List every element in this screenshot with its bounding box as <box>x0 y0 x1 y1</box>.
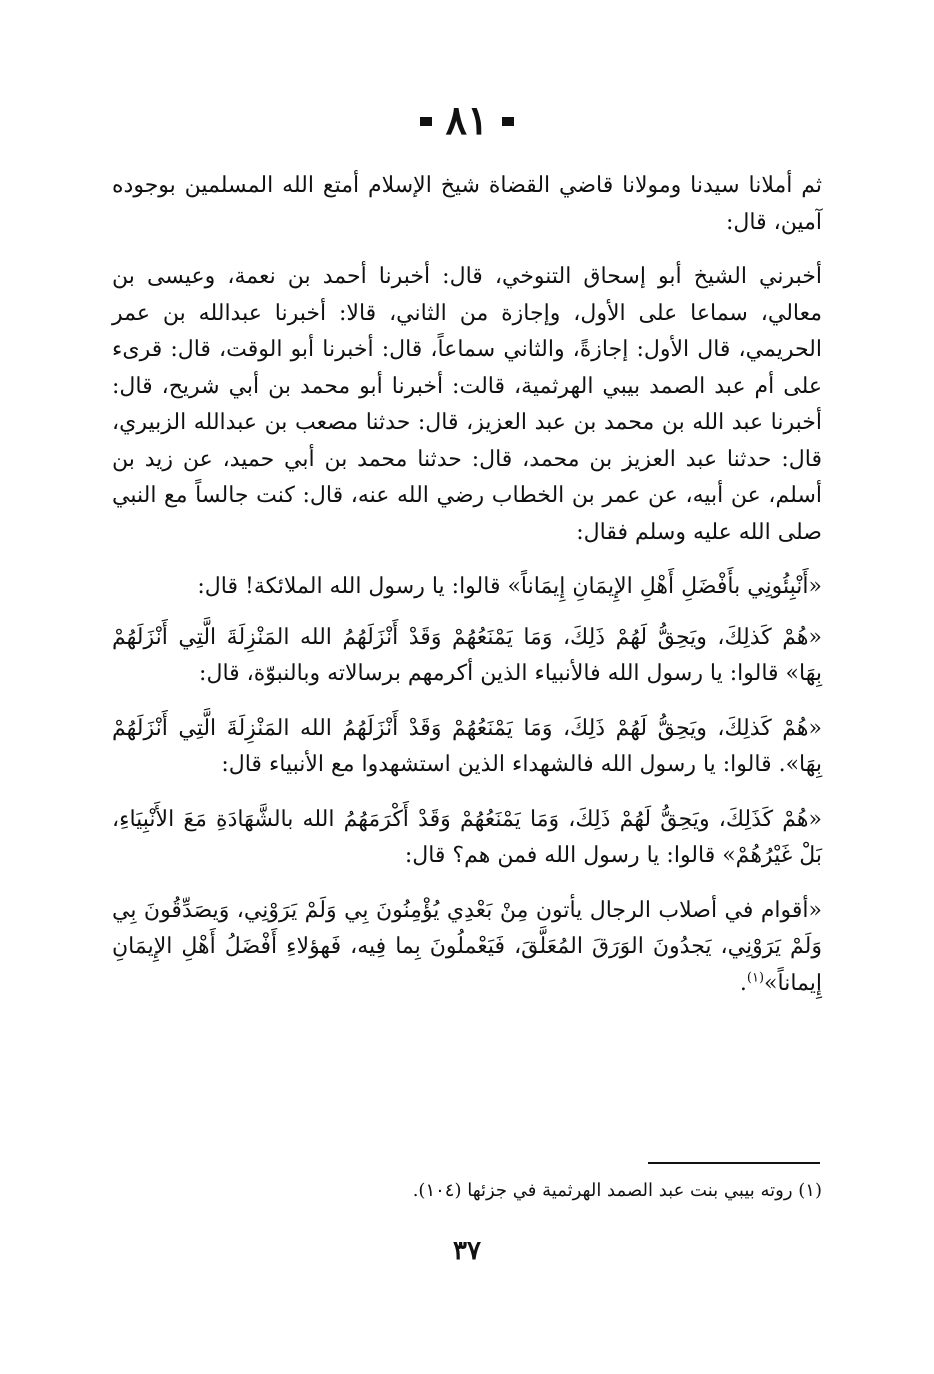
footnote: (١) روته بيبي بنت عبد الصمد الهرثمية في جزئها (١٠٤). <box>412 1180 822 1201</box>
footnote-divider <box>648 1162 820 1164</box>
closing-mark: . <box>739 970 747 996</box>
section-header <box>0 96 934 146</box>
paragraph-hadith-answer <box>112 893 822 1003</box>
paragraph-hadith-angels: «هُمْ كَذلِكَ، ويَحِقُّ لَهُمْ ذَلِكَ، وَمَا يَمْنَعُهُمْ وَقَدْ أَنْزَلَهُمُ الله المَنْزِلَةَ الَّتِي أَنْزَلَهُمْ بِهَا» قالوا: يا رسول الله فالأنبياء الذين أكرمهم برسالاته وبالنبوّة، قال: <box>112 624 822 686</box>
section-number: ٨١ <box>445 97 489 144</box>
paragraph-hadith-martyrs: «هُمْ كَذَلِكَ، ويَحِقُّ لَهُمْ ذَلِكَ، وَمَا يَمْنَعُهُمْ وَقَدْ أَكْرَمَهُمُ الله بالشَّهَادَةِ مَعَ الأَنْبِيَاءِ، بَلْ غَيْرُهُمْ» قالوا: يا رسول الله فمن هم؟ قال: <box>112 806 822 868</box>
paragraph-intro: ثم أملانا سيدنا ومولانا قاضي القضاة شيخ الإسلام أمتع الله المسلمين بوجوده آمين، قال: <box>112 173 822 235</box>
main-text <box>112 168 822 1020</box>
page-number: ٣٧ <box>453 1236 481 1266</box>
header-dash-right <box>502 117 514 126</box>
footnote-reference: (١) <box>746 970 765 986</box>
paragraph-hadith-question: «أَنْبِئُونِي بأَفْضَلِ أَهْلِ الإِيمَانِ إِيمَاناً» قالوا: يا رسول الله الملائكة! قال: <box>197 574 822 599</box>
paragraph-isnad: أخبرني الشيخ أبو إسحاق التنوخي، قال: أخبرنا أحمد بن نعمة، وعيسى بن معالي، سماعا على الأول، وإجازة من الثاني، قالا: أخبرنا عبدالله بن عمر الحريمي، قال الأول: إجازةً، والثاني سماعاً، قال: أخبرنا أبو الوقت، قال: قرىء على أم عبد الصمد بيبي الهرثمية، قالت: أخبرنا أبو محمد بن أبي شريح، قال: أخبرنا عبد الله بن محمد بن عبد العزيز، قال: حدثنا مصعب بن عبدالله الزبيري، قال: حدثنا عبد العزيز بن محمد، قال: حدثنا محمد بن أبي حميد، عن زيد بن أسلم، عن أبيه، عن عمر بن الخطاب رضي الله عنه، قال: كنت جالساً مع النبي صلى الله عليه وسلم فقال: <box>112 264 822 545</box>
header-dash-left <box>420 117 432 126</box>
paragraph-hadith-prophets: «هُمْ كَذلِكَ، ويَحِقُّ لَهُمْ ذَلِكَ، وَمَا يَمْنَعُهُمْ وَقَدْ أَنْزَلَهُمُ الله المَنْزِلَةَ الَّتِي أَنْزَلَهُمْ بِهَا». قالوا: يا رسول الله فالشهداء الذين استشهدوا مع الأنبياء قال: <box>112 715 822 777</box>
hadith-answer-text: «أقوام في أصلاب الرجال يأتون مِنْ بَعْدِي يُؤْمِنُونَ بِي وَلَمْ يَرَوْنِي، وَيصَدِّقُونَ بِي وَلَمْ يَرَوْنِي، يَجدُونَ الوَرَقَ المُعَلَّقَ، فَيَعْملُونَ بِما فِيه، فَهؤلاءِ أَفْضَلُ أَهْلِ الإِيمَانِ إِيماناً» <box>112 897 822 996</box>
